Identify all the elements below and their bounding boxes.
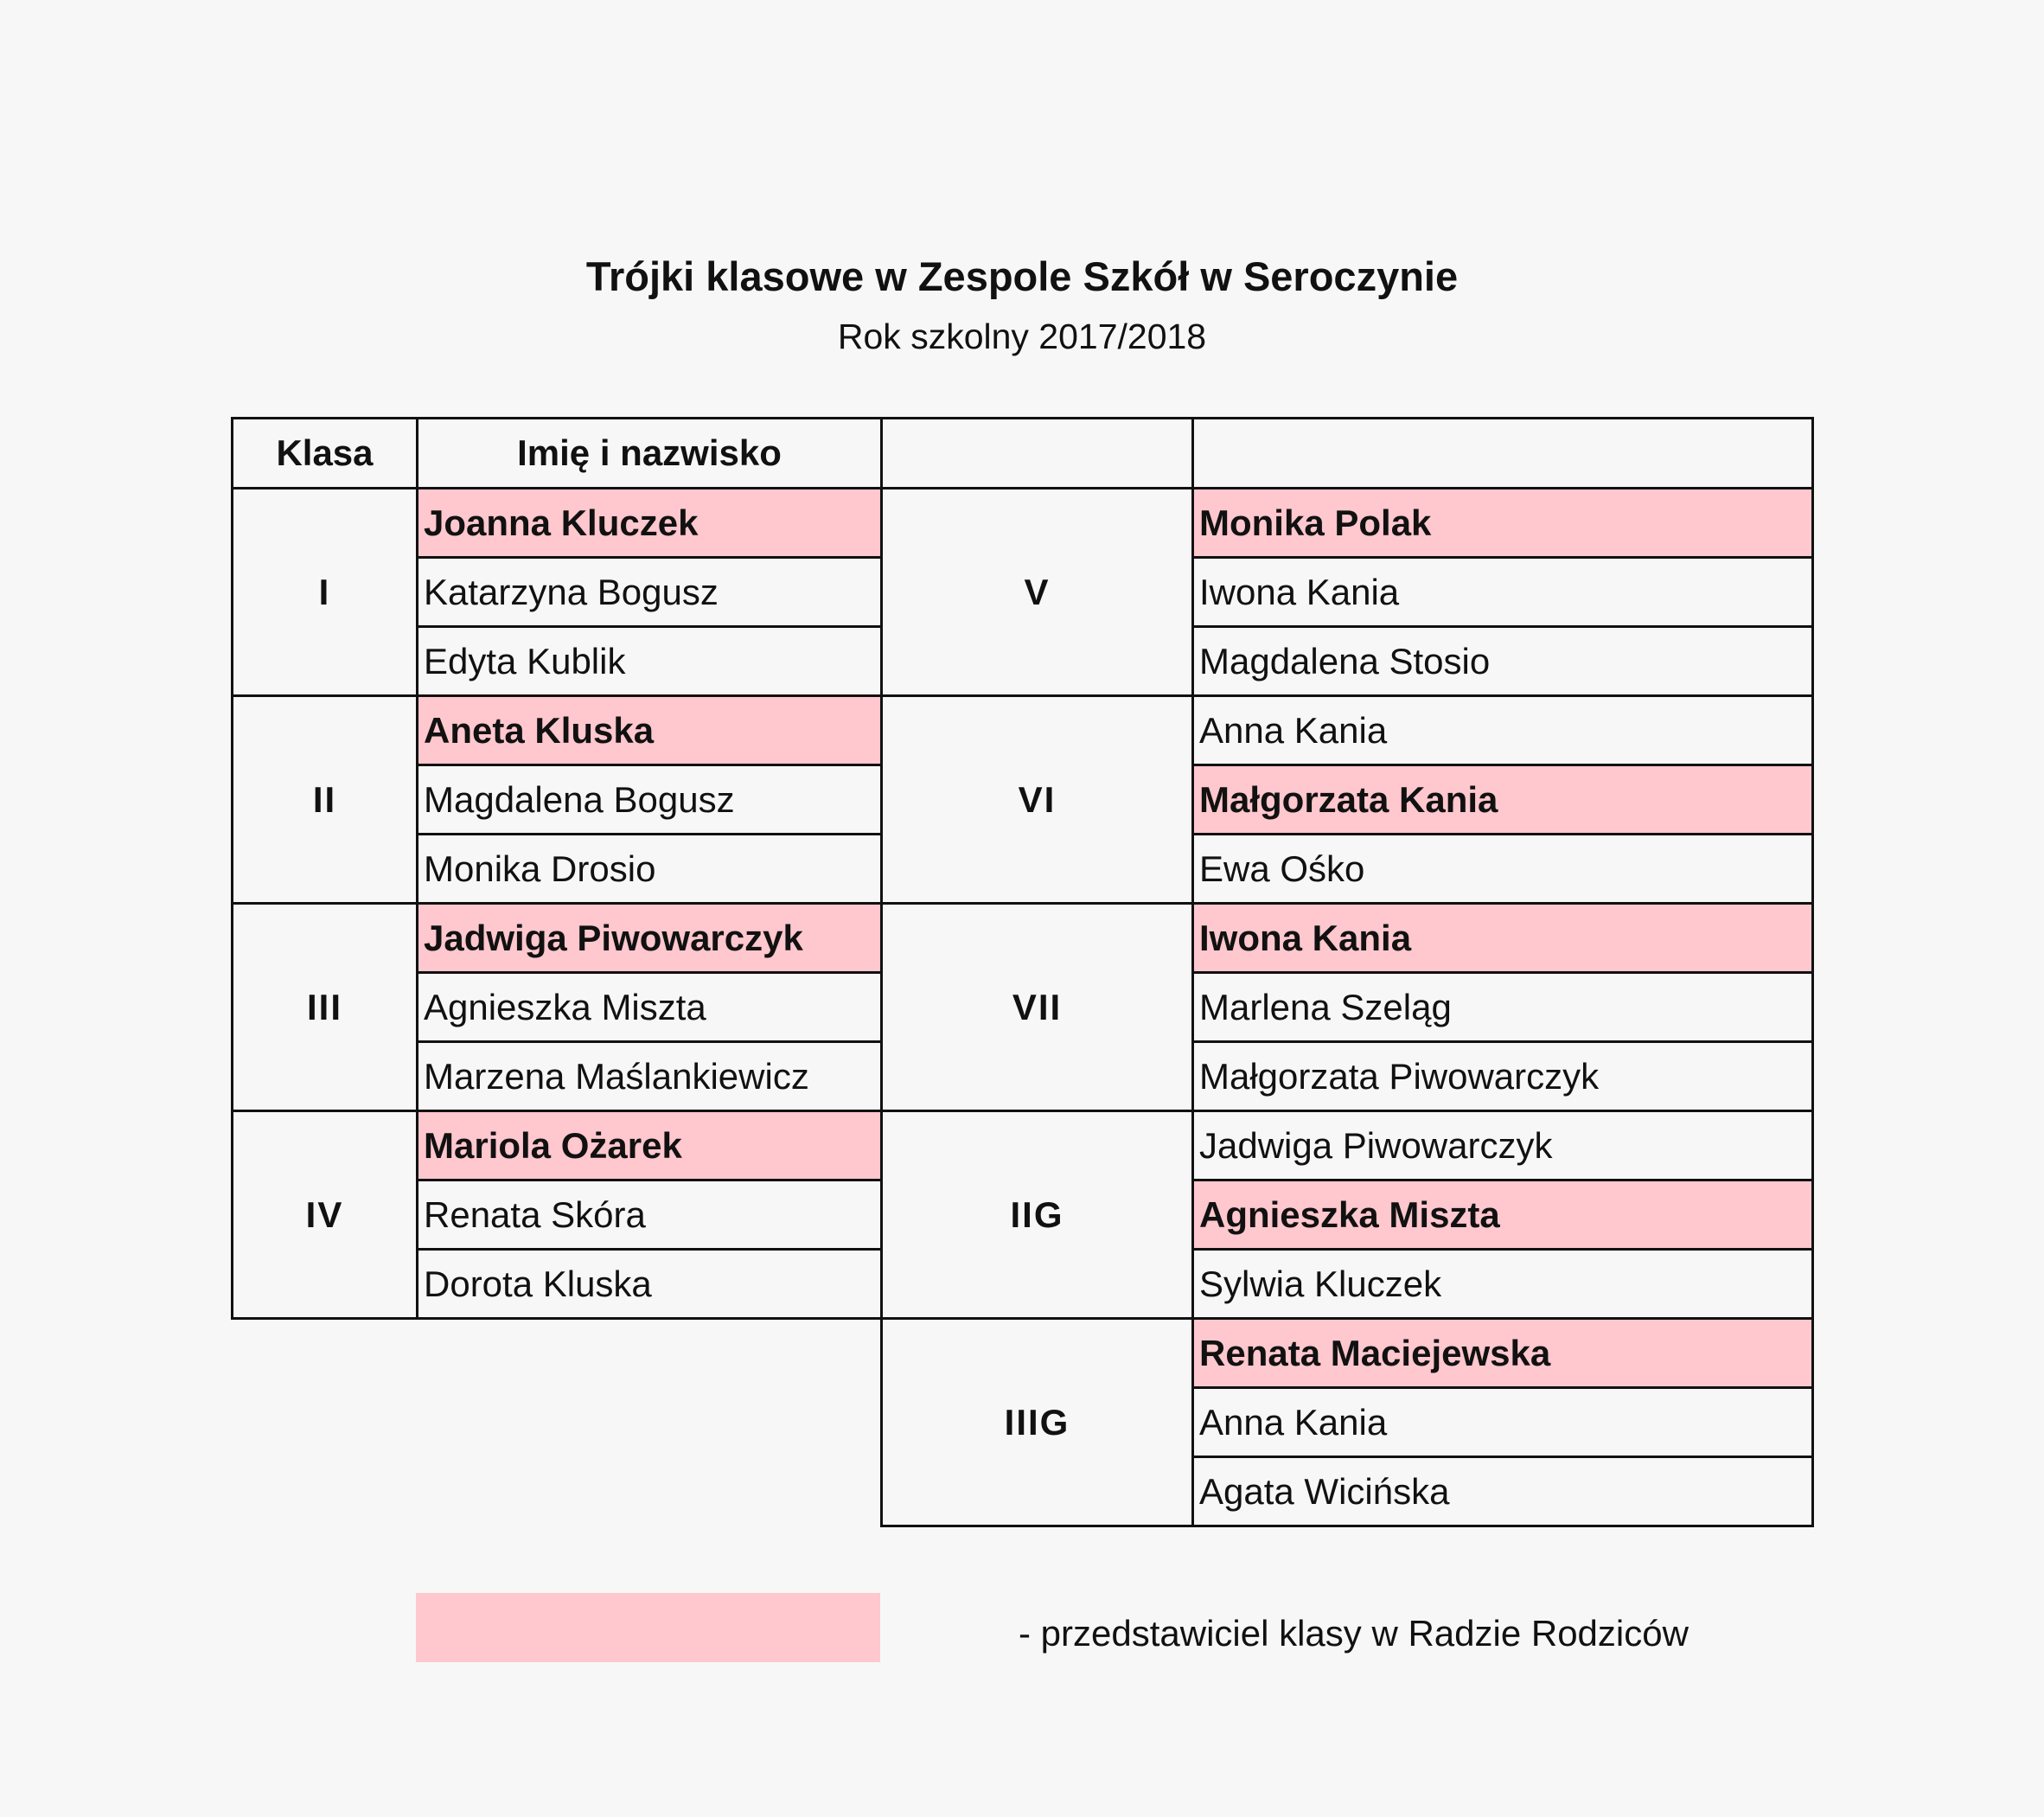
header-col4 [1191, 417, 1814, 489]
member-name: Marzena Maślankiewicz [416, 1040, 883, 1112]
representative-name: Iwona Kania [1191, 902, 1814, 974]
class-label-vii: VII [880, 902, 1194, 1112]
legend-swatch [416, 1593, 880, 1662]
member-name: Jadwiga Piwowarczyk [1191, 1110, 1814, 1181]
representative-name: Monika Polak [1191, 487, 1814, 559]
representative-name: Jadwiga Piwowarczyk [416, 902, 883, 974]
class-label-iv: IV [231, 1110, 418, 1320]
member-name: Agata Wicińska [1191, 1456, 1814, 1527]
member-name: Edyta Kublik [416, 625, 883, 697]
member-name: Renata Skóra [416, 1179, 883, 1251]
member-name: Katarzyna Bogusz [416, 556, 883, 628]
member-name: Agnieszka Miszta [416, 971, 883, 1043]
member-name: Anna Kania [1191, 694, 1814, 766]
class-label-ii: II [231, 694, 418, 905]
class-label-iig: IIG [880, 1110, 1194, 1320]
representative-name: Małgorzata Kania [1191, 764, 1814, 835]
page-title: Trójki klasowe w Zespole Szkół w Seroczynie [585, 253, 1459, 299]
representative-name: Renata Maciejewska [1191, 1317, 1814, 1389]
member-name: Dorota Kluska [416, 1248, 883, 1320]
member-name: Małgorzata Piwowarczyk [1191, 1040, 1814, 1112]
class-label-iii: III [231, 902, 418, 1112]
class-label-iiig: IIIG [880, 1317, 1194, 1527]
header-col3 [880, 417, 1194, 489]
representative-name: Joanna Kluczek [416, 487, 883, 559]
representative-name: Mariola Ożarek [416, 1110, 883, 1181]
member-name: Anna Kania [1191, 1386, 1814, 1458]
member-name: Iwona Kania [1191, 556, 1814, 628]
member-name: Monika Drosio [416, 833, 883, 905]
header-name: Imię i nazwisko [416, 417, 883, 489]
member-name: Marlena Szeląg [1191, 971, 1814, 1043]
class-label-v: V [880, 487, 1194, 697]
representative-name: Agnieszka Miszta [1191, 1179, 1814, 1251]
class-label-i: I [231, 487, 418, 697]
member-name: Sylwia Kluczek [1191, 1248, 1814, 1320]
member-name: Magdalena Stosio [1191, 625, 1814, 697]
legend-text: - przedstawiciel klasy w Radzie Rodziców [1019, 1613, 1689, 1654]
class-label-vi: VI [880, 694, 1194, 905]
member-name: Magdalena Bogusz [416, 764, 883, 835]
header-klasa: Klasa [231, 417, 418, 489]
member-name: Ewa Ośko [1191, 833, 1814, 905]
page-subtitle: Rok szkolny 2017/2018 [837, 317, 1207, 356]
representative-name: Aneta Kluska [416, 694, 883, 766]
